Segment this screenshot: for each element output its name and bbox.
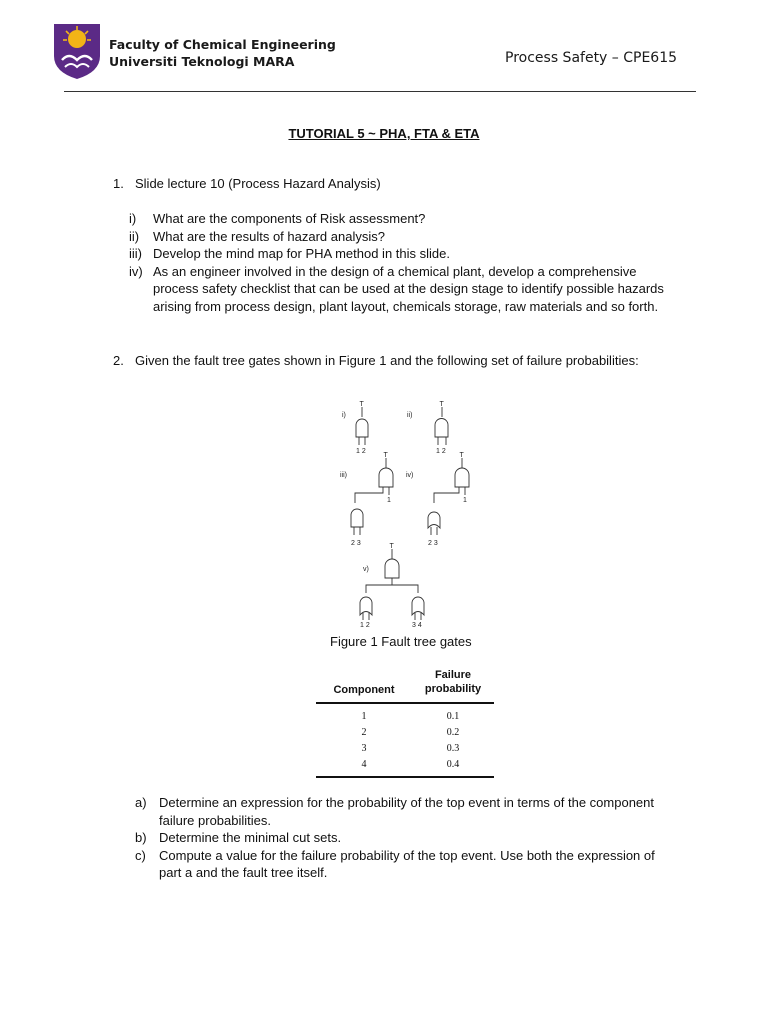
faculty-name: Faculty of Chemical Engineering [109,37,336,52]
table-row: 3 0.3 [361,743,460,754]
gate-v-top: T [389,543,394,550]
gate-iii-side-input: 1 [387,497,391,504]
q2-parts-list [135,794,680,882]
gate-ii-and-icon [435,407,448,445]
q1-text: Slide lecture 10 (Process Hazard Analysis) [135,176,381,191]
table-row: 4 0.4 [316,757,494,777]
gate-ii-inputs: 1 2 [436,448,446,455]
q2-text: Given the fault tree gates shown in Figure 1 and the following set of failure probabilities: [135,353,639,368]
course-code: Process Safety – CPE615 [505,50,678,66]
gate-i-top: T [359,401,364,408]
list-item: ii) What are the results of hazard analysis? [129,228,385,244]
header-rule [64,91,696,92]
list-item: iv) As an engineer involved in the design of a chemical plant, develop a comprehensive process safety checklist that can be used at the design stage to identify possible hazards arising from process design, plant layout, chemicals storage, raw materials and so forth. [129,263,664,314]
figure-caption: Figure 1 Fault tree gates [330,634,472,649]
gate-iii-sub-inputs: 2 3 [351,540,361,547]
gate-v-right-inputs: 3 4 [412,622,422,629]
university-name: Universiti Teknologi MARA [109,54,295,69]
q1-number: 1. [113,176,124,191]
table-row: 1 0.1 [361,711,460,722]
gate-v-left-inputs: 1 2 [360,622,370,629]
list-item: iii) Develop the mind map for PHA method in this slide. [129,246,450,262]
gate-v-label: v) [363,566,369,573]
gate-iv-side-input: 1 [463,497,467,504]
list-item: c) Compute a value for the failure probability of the top event. Use both the expression of part a and the fault tree itself. [135,847,655,881]
failure-probability-table [316,668,494,778]
gate-ii-label: ii) [407,412,413,419]
gate-iv-top: T [459,452,464,459]
q2-number: 2. [113,353,124,368]
list-item: i) What are the components of Risk assessment? [129,211,426,226]
gate-iii-label: iii) [340,472,347,479]
gate-ii-top: T [439,401,444,408]
table-header-component: Component [333,684,395,696]
gate-iii-top: T [383,452,388,459]
gate-iv-sub-inputs: 2 3 [428,540,438,547]
list-item: a) Determine an expression for the probability of the top event in terms of the component failure probabilities. [135,795,654,828]
page-title: TUTORIAL 5 ~ PHA, FTA & ETA [288,126,480,141]
header [0,0,768,96]
list-item: b) Determine the minimal cut sets. [135,830,342,846]
table-row: 2 0.2 [361,727,460,738]
gate-i-inputs: 1 2 [356,448,366,455]
gate-i-label: i) [342,412,346,419]
q1-list [129,210,677,316]
gate-i-and-icon [356,407,368,445]
gate-v-icon [360,549,424,620]
table-header-failure-probability: Failure probability [424,669,482,695]
uitm-logo-icon [52,22,102,80]
fault-tree-figure [330,395,480,630]
gate-iv-label: iv) [406,472,414,479]
